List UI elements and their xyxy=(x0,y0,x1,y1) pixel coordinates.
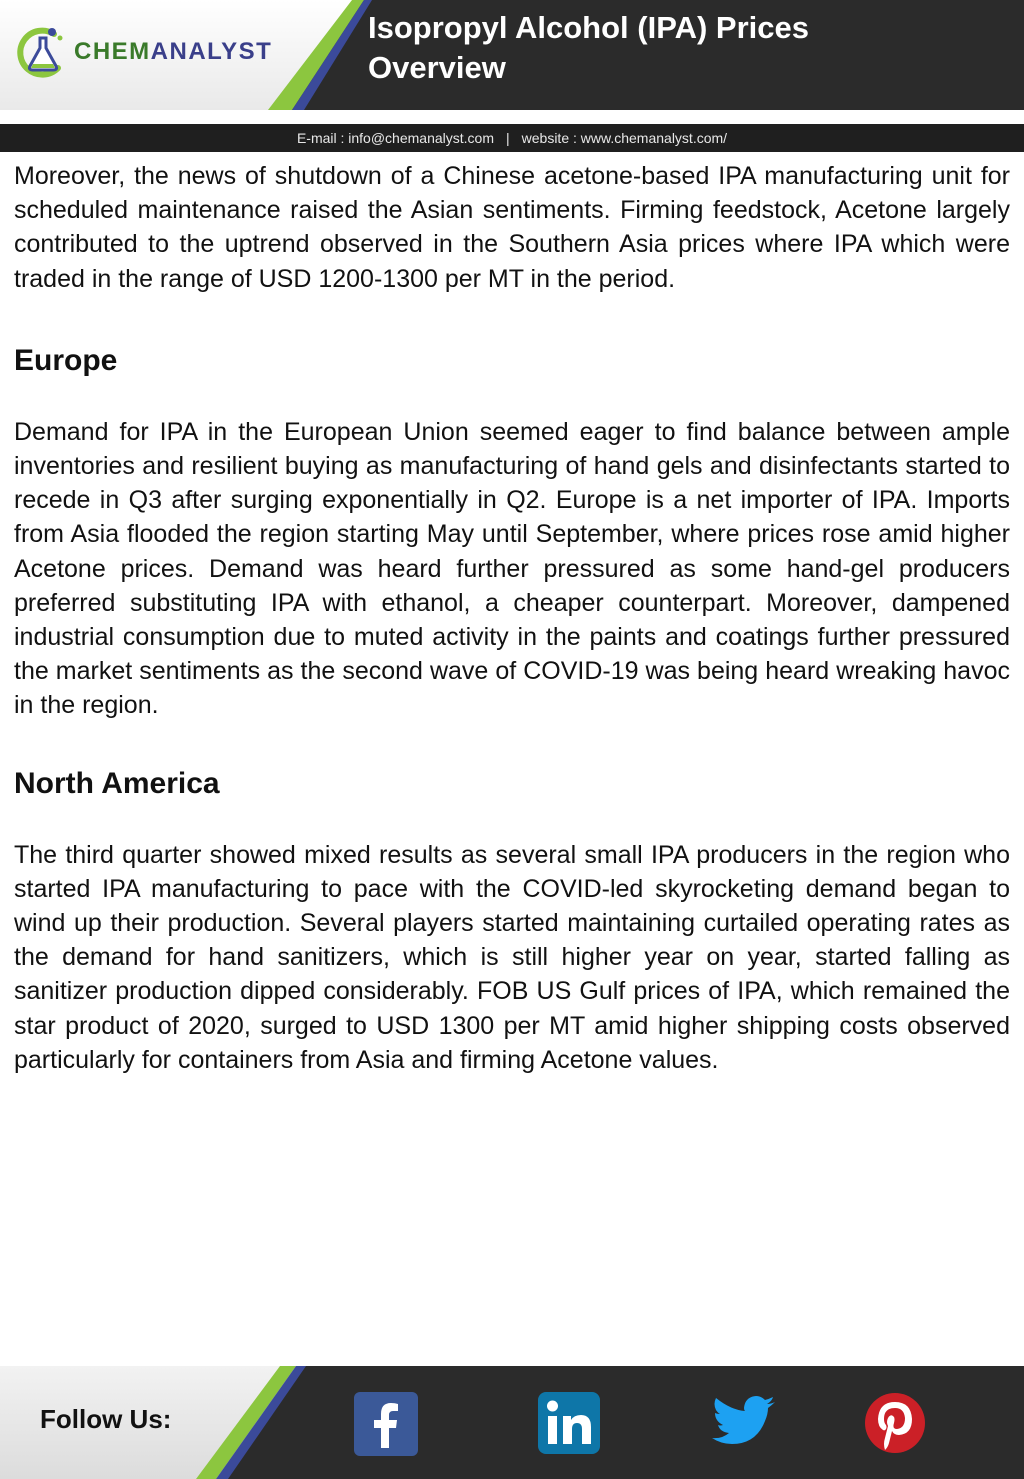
follow-us-label: Follow Us: xyxy=(40,1404,172,1434)
pinterest-icon[interactable] xyxy=(864,1392,926,1454)
flask-logo-icon xyxy=(14,24,70,82)
website-link[interactable]: website : www.chemanalyst.com/ xyxy=(521,130,728,146)
chemanalyst-logo[interactable] xyxy=(14,24,294,82)
facebook-icon[interactable] xyxy=(354,1392,418,1456)
linkedin-icon[interactable] xyxy=(538,1392,600,1454)
email-link[interactable]: E-mail : info@chemanalyst.com xyxy=(296,130,494,146)
section-heading-north-america: North America xyxy=(14,766,220,800)
section-heading-europe: Europe xyxy=(14,343,118,377)
intro-paragraph: Moreover, the news of shutdown of a Chinese acetone-based IPA manufacturing unit for scheduled maintenance raised the Asian sentiments. Firming feedstock, Acetone largely contributed to the uptrend observed in the Southern Asia prices where IPA which were traded in the range of USD 1200-1300 per MT in the period. xyxy=(14,162,1010,293)
contact-bar xyxy=(0,124,1024,152)
page-footer xyxy=(0,1366,1024,1479)
logo-wordmark: CHEMANALYST xyxy=(74,38,273,65)
section-body-north-america: The third quarter showed mixed results as several small IPA producers in the region who started IPA manufacturing to pace with the COVID-led skyrocketing demand began to wind up their production. Several players started maintaining curtailed operating rates as the demand for hand sanitizers, which is still higher year on year, started falling as sanitizer production dipped considerably. FOB US Gulf prices of IPA, which remained the star product of 2020, surged to USD 1300 per MT amid higher shipping costs observed particularly for containers from Asia and firming Acetone values. xyxy=(14,840,1010,1074)
page-header xyxy=(0,0,1024,110)
contact-separator: | xyxy=(506,130,510,146)
twitter-icon[interactable] xyxy=(712,1396,776,1450)
article-body xyxy=(14,159,1010,1077)
page-title: Isopropyl Alcohol (IPA) Prices Overview xyxy=(368,10,809,85)
section-body-europe: Demand for IPA in the European Union seemed eager to find balance between ample inventories and resilient buying as manufacturing of hand gels and disinfectants started to recede in Q3 after surging exponentially in Q2. Europe is a net importer of IPA. Imports from Asia flooded the region starting May until September, where prices rose amid higher Acetone prices. Demand was heard further pressured as some hand-gel producers preferred substituting IPA with ethanol, a cheaper counterpart. Moreover, dampened industrial consumption due to muted activity in the paints and coatings further pressured the market sentiments as the second wave of COVID-19 was being heard wreaking havoc in the region. xyxy=(14,417,1010,720)
